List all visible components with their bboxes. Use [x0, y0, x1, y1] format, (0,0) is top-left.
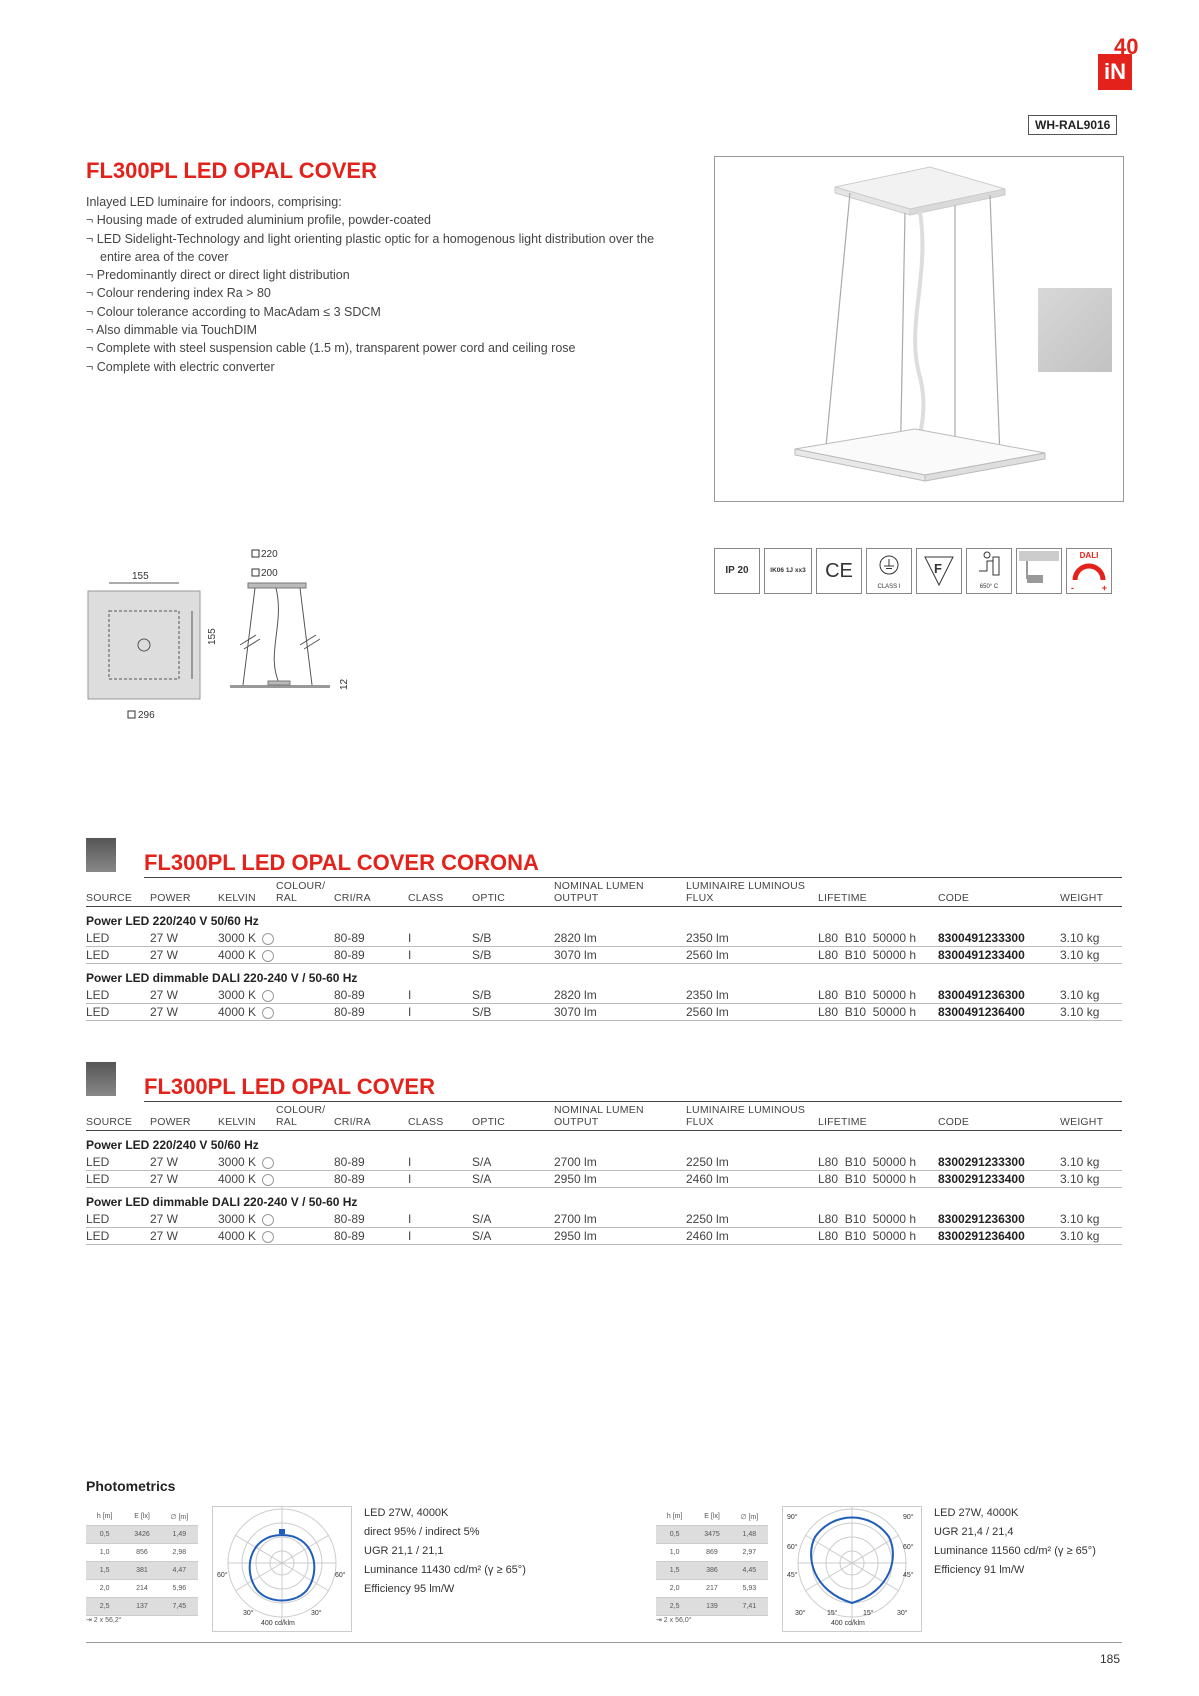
logo-mark: iN [1098, 54, 1132, 90]
cell-weight: 3.10 kg [1060, 1171, 1122, 1188]
ptable-cell: 0,5 [99, 1531, 110, 1538]
ptable-cell: 2,0 [99, 1585, 110, 1592]
cell-source: LED [86, 947, 150, 964]
angle-15-left: 15° [827, 1610, 838, 1617]
col-luminaire: LUMINAIRE LUMINOUS FLUX [686, 880, 818, 907]
col-colour-top: COLOUR/ [276, 880, 326, 892]
cell-cri: 80-89 [334, 930, 408, 947]
cell-power: 27 W [150, 930, 218, 947]
dim-155-side: 155 [207, 628, 218, 645]
ptable-row [86, 1562, 198, 1580]
cell-class: I [408, 930, 472, 947]
info-line: Efficiency 91 lm/W [934, 1564, 1025, 1576]
cell-colour [276, 1171, 334, 1188]
cell-lifetime: L80 B10 50000 h [818, 1004, 938, 1021]
table-header-row [86, 1104, 1122, 1131]
colour-circle-icon [262, 990, 274, 1002]
cell-optic: S/A [472, 1228, 554, 1245]
cell-power: 27 W [150, 1228, 218, 1245]
cell-power: 27 W [150, 1211, 218, 1228]
ptable-cell: 2,0 [669, 1585, 680, 1592]
cell-luminaire: 2560 lm [686, 947, 818, 964]
section-rule [144, 1101, 1122, 1102]
cell-weight: 3.10 kg [1060, 1154, 1122, 1171]
cell-optic: S/A [472, 1171, 554, 1188]
ptable-cell: 2,98 [172, 1549, 187, 1556]
colour-circle-icon [262, 1231, 274, 1243]
angle-45-left: 45° [787, 1572, 798, 1579]
cell-class: I [408, 1004, 472, 1021]
cell-class: I [408, 947, 472, 964]
angle-15-right: 15° [863, 1610, 874, 1617]
photometric-table-right [656, 1508, 768, 1624]
col-kelvin: KELVIN [218, 1104, 276, 1131]
angle-60-left: 60° [217, 1572, 228, 1579]
info-line: UGR 21,4 / 21,4 [934, 1526, 1014, 1538]
cell-luminaire: 2350 lm [686, 987, 818, 1004]
cell-luminaire: 2350 lm [686, 930, 818, 947]
col-power: POWER [150, 880, 218, 907]
mounting-icon [1016, 548, 1062, 594]
dim-296: 296 [138, 710, 155, 721]
photometric-info-right [934, 1504, 1096, 1580]
ptable-cell: 1,5 [99, 1567, 110, 1574]
table-row [86, 1004, 1122, 1021]
colour-circle-icon [262, 1007, 274, 1019]
spec-table-opal [86, 1104, 1122, 1245]
ptable-head: h [m] [666, 1513, 683, 1520]
cell-source: LED [86, 1228, 150, 1245]
cell-colour [276, 1211, 334, 1228]
col-colour-top: COLOUR/ [276, 1104, 326, 1116]
feature-item: ¬ Colour rendering index Ra > 80 [86, 284, 686, 302]
cell-code: 8300291236400 [938, 1228, 1060, 1245]
logo-number: 40 [1114, 34, 1139, 59]
polar-scale: 400 cd/klm [261, 1620, 295, 1627]
ip-rating-badge: IP 20 [714, 548, 760, 594]
group-label: Power LED 220/240 V 50/60 Hz [86, 914, 259, 928]
cell-optic: S/B [472, 930, 554, 947]
cell-cri: 80-89 [334, 1211, 408, 1228]
cell-code: 8300491233300 [938, 930, 1060, 947]
info-line: LED 27W, 4000K [364, 1507, 449, 1519]
section-title-corona: FL300PL LED OPAL COVER CORONA [144, 850, 539, 875]
cell-source: LED [86, 1004, 150, 1021]
feature-list [86, 211, 686, 376]
cell-cri: 80-89 [334, 1004, 408, 1021]
group-label: Power LED 220/240 V 50/60 Hz [86, 1138, 259, 1152]
cell-luminaire: 2560 lm [686, 1004, 818, 1021]
class-i-icon [866, 548, 912, 594]
cell-colour [276, 1228, 334, 1245]
colour-swatch [1038, 288, 1112, 372]
col-cri: CRI/RA [334, 880, 408, 907]
cell-luminaire: 2460 lm [686, 1171, 818, 1188]
ptable-cell: 386 [706, 1567, 718, 1574]
ptable-head: ∅ [m] [170, 1513, 189, 1521]
ptable-cell: 1,48 [742, 1531, 757, 1538]
ptable-cell: 856 [136, 1549, 148, 1556]
info-line: LED 27W, 4000K [934, 1507, 1019, 1519]
cell-colour [276, 947, 334, 964]
cell-class: I [408, 987, 472, 1004]
polar-diagram-left [212, 1506, 352, 1632]
info-line: Efficiency 95 lm/W [364, 1583, 455, 1595]
cell-lifetime: L80 B10 50000 h [818, 1154, 938, 1171]
table-header-row [86, 880, 1122, 907]
kelvin-value: 3000 K [218, 1212, 257, 1226]
ptable-head: h [m] [96, 1513, 113, 1520]
cell-kelvin [218, 1211, 276, 1228]
col-power: POWER [150, 1104, 218, 1131]
kelvin-value: 4000 K [218, 948, 257, 962]
ptable-row [656, 1562, 768, 1580]
ptable-cell: 7,41 [742, 1603, 757, 1610]
glow-wire-symbol-icon [967, 549, 1011, 581]
section-rule [144, 877, 1122, 878]
ptable-cell: 4,45 [742, 1567, 757, 1574]
col-source: SOURCE [86, 880, 150, 907]
dali-plus: + [1101, 583, 1107, 593]
product-title: FL300PL LED OPAL COVER [86, 158, 377, 183]
ptable-cell: 2,5 [99, 1603, 110, 1610]
product-description [86, 193, 686, 376]
cell-optic: S/B [472, 987, 554, 1004]
intro-text: Inlayed LED luminaire for indoors, comprising: [86, 195, 342, 209]
feature-item: ¬ LED Sidelight-Technology and light orienting plastic optic for a homogenous light distribution over the entire area of the cover [86, 230, 686, 267]
photometric-info-left [364, 1504, 526, 1599]
cell-source: LED [86, 1154, 150, 1171]
cell-lifetime: L80 B10 50000 h [818, 1171, 938, 1188]
ptable-cell: 3475 [704, 1531, 720, 1538]
col-colour [276, 880, 334, 907]
cell-cri: 80-89 [334, 1228, 408, 1245]
dali-minus: - [1071, 583, 1074, 593]
cell-class: I [408, 1154, 472, 1171]
col-code: CODE [938, 880, 1060, 907]
info-line: Luminance 11430 cd/m² (γ ≥ 65°) [364, 1564, 526, 1576]
cell-code: 8300491236400 [938, 1004, 1060, 1021]
angle-60-right: 60° [903, 1544, 914, 1551]
polar-scale: 400 cd/klm [831, 1620, 865, 1627]
ptable-cell: 1,49 [172, 1531, 187, 1538]
angle-30-left: 30° [795, 1610, 806, 1617]
cell-optic: S/B [472, 1004, 554, 1021]
cell-lifetime: L80 B10 50000 h [818, 1228, 938, 1245]
table-row [86, 930, 1122, 947]
ptable-cell: 2,5 [669, 1603, 680, 1610]
col-cri: CRI/RA [334, 1104, 408, 1131]
ptable-cell: 1,0 [669, 1549, 680, 1556]
feature-item: ¬ Housing made of extruded aluminium profile, powder-coated [86, 211, 686, 229]
ptable-cell: 381 [136, 1567, 148, 1574]
col-weight: WEIGHT [1060, 1104, 1122, 1131]
cell-code: 8300291233400 [938, 1171, 1060, 1188]
cell-power: 27 W [150, 1154, 218, 1171]
f-label: F [934, 561, 942, 576]
angle-90-right: 90° [903, 1514, 914, 1521]
info-line: UGR 21,1 / 21,1 [364, 1545, 444, 1557]
kelvin-value: 4000 K [218, 1005, 257, 1019]
angle-90-left: 90° [787, 1514, 798, 1521]
ik-rating-badge: IK06 1J xx3 [764, 548, 812, 594]
cell-cri: 80-89 [334, 1154, 408, 1171]
colour-circle-icon [262, 933, 274, 945]
table-row [86, 1154, 1122, 1171]
ral-code-badge: WH-RAL9016 [1028, 115, 1117, 135]
group-label: Power LED dimmable DALI 220-240 V / 50-60 Hz [86, 971, 358, 985]
col-nominal: NOMINAL LUMEN OUTPUT [554, 1104, 686, 1131]
ptable-cell: 4,47 [172, 1567, 187, 1574]
cell-code: 8300291236300 [938, 1211, 1060, 1228]
table-row [86, 947, 1122, 964]
cell-code: 8300491233400 [938, 947, 1060, 964]
colour-circle-icon [262, 950, 274, 962]
cell-source: LED [86, 1171, 150, 1188]
ptable-cell: 7,45 [172, 1603, 187, 1610]
ptable-row [86, 1526, 198, 1544]
cell-power: 27 W [150, 1171, 218, 1188]
brand-logo [1098, 34, 1139, 94]
cell-optic: S/A [472, 1211, 554, 1228]
section-title-opal: FL300PL LED OPAL COVER [144, 1074, 435, 1099]
info-line: Luminance 11560 cd/m² (γ ≥ 65°) [934, 1545, 1096, 1557]
table-row [86, 1171, 1122, 1188]
dali-label: DALI [1079, 551, 1099, 560]
ce-mark-icon: CE [816, 548, 862, 594]
ptable-row [86, 1580, 198, 1598]
colour-circle-icon [262, 1174, 274, 1186]
feature-item: ¬ Predominantly direct or direct light distribution [86, 266, 686, 284]
cell-nominal: 2950 lm [554, 1228, 686, 1245]
cell-lifetime: L80 B10 50000 h [818, 930, 938, 947]
col-optic: OPTIC [472, 1104, 554, 1131]
col-weight: WEIGHT [1060, 880, 1122, 907]
dim-155-top: 155 [132, 571, 149, 582]
cell-lifetime: L80 B10 50000 h [818, 987, 938, 1004]
cell-lifetime: L80 B10 50000 h [818, 1211, 938, 1228]
ptable-cell: 869 [706, 1549, 718, 1556]
cell-kelvin [218, 1004, 276, 1021]
cell-luminaire: 2250 lm [686, 1154, 818, 1171]
cell-kelvin [218, 1154, 276, 1171]
group-row [86, 964, 1122, 988]
col-colour-bottom: RAL [276, 1116, 298, 1128]
angle-60-right: 60° [335, 1572, 346, 1579]
ptable-header [656, 1508, 768, 1526]
ptable-cell: 0,5 [669, 1531, 680, 1538]
cell-power: 27 W [150, 1004, 218, 1021]
cell-kelvin [218, 1228, 276, 1245]
col-colour [276, 1104, 334, 1131]
col-class: CLASS [408, 1104, 472, 1131]
cell-power: 27 W [150, 947, 218, 964]
colour-circle-icon [262, 1214, 274, 1226]
ptable-cell: 2,97 [742, 1549, 757, 1556]
table-row [86, 1228, 1122, 1245]
cell-code: 8300291233300 [938, 1154, 1060, 1171]
ptable-row [656, 1598, 768, 1616]
feature-item: ¬ Complete with steel suspension cable (1.5 m), transparent power cord and ceiling rose [86, 339, 686, 357]
colour-circle-icon [262, 1157, 274, 1169]
cell-weight: 3.10 kg [1060, 987, 1122, 1004]
glow-wire-icon [966, 548, 1012, 594]
cell-weight: 3.10 kg [1060, 947, 1122, 964]
feature-item: ¬ Complete with electric converter [86, 358, 686, 376]
angle-60-left: 60° [787, 1544, 798, 1551]
cell-weight: 3.10 kg [1060, 930, 1122, 947]
cell-class: I [408, 1211, 472, 1228]
angle-30-right: 30° [897, 1610, 908, 1617]
cell-nominal: 2820 lm [554, 987, 686, 1004]
ptable-row [656, 1580, 768, 1598]
cell-nominal: 2700 lm [554, 1211, 686, 1228]
table-row [86, 1211, 1122, 1228]
polar-diagram-right [782, 1506, 922, 1632]
cell-optic: S/A [472, 1154, 554, 1171]
cell-nominal: 2950 lm [554, 1171, 686, 1188]
dim-220: 220 [261, 549, 278, 560]
cell-nominal: 2820 lm [554, 930, 686, 947]
page-number: 185 [1100, 1652, 1121, 1666]
ptable-row [86, 1544, 198, 1562]
cell-nominal: 3070 lm [554, 1004, 686, 1021]
section-icon [86, 838, 116, 872]
photometrics-title: Photometrics [86, 1478, 176, 1494]
group-label: Power LED dimmable DALI 220-240 V / 50-60 Hz [86, 1195, 358, 1209]
cell-power: 27 W [150, 987, 218, 1004]
col-lifetime: LIFETIME [818, 880, 938, 907]
col-nominal: NOMINAL LUMEN OUTPUT [554, 880, 686, 907]
col-luminaire: LUMINAIRE LUMINOUS FLUX [686, 1104, 818, 1131]
cell-weight: 3.10 kg [1060, 1211, 1122, 1228]
cell-source: LED [86, 930, 150, 947]
cell-cri: 80-89 [334, 987, 408, 1004]
cell-lifetime: L80 B10 50000 h [818, 947, 938, 964]
ptable-header [86, 1508, 198, 1526]
col-kelvin: KELVIN [218, 880, 276, 907]
dim-200: 200 [261, 568, 278, 579]
ptable-row [656, 1544, 768, 1562]
ptable-row [656, 1526, 768, 1544]
dim-12: 12 [339, 678, 350, 690]
cell-colour [276, 930, 334, 947]
temp-label: 650° C [979, 584, 999, 590]
col-code: CODE [938, 1104, 1060, 1131]
ptable-angle: ⇥ 2 x 56,0° [656, 1617, 692, 1624]
info-line: direct 95% / indirect 5% [364, 1526, 480, 1538]
ptable-angle: ⇥ 2 x 56,2° [86, 1617, 122, 1624]
cell-cri: 80-89 [334, 1171, 408, 1188]
ptable-cell: 137 [136, 1603, 148, 1610]
group-row [86, 1131, 1122, 1155]
ptable-cell: 5,96 [172, 1585, 187, 1592]
ptable-cell: 1,0 [99, 1549, 110, 1556]
cell-source: LED [86, 987, 150, 1004]
cell-colour [276, 1154, 334, 1171]
f-mark-icon [916, 548, 962, 594]
angle-30-right: 30° [311, 1610, 322, 1617]
cell-class: I [408, 1171, 472, 1188]
cell-luminaire: 2250 lm [686, 1211, 818, 1228]
cell-nominal: 2700 lm [554, 1154, 686, 1171]
spec-table-corona [86, 880, 1122, 1021]
ground-symbol-icon [867, 549, 911, 581]
cell-class: I [408, 1228, 472, 1245]
col-optic: OPTIC [472, 880, 554, 907]
kelvin-value: 4000 K [218, 1172, 257, 1186]
cell-nominal: 3070 lm [554, 947, 686, 964]
class-label: CLASS I [877, 584, 901, 590]
cell-kelvin [218, 947, 276, 964]
angle-45-right: 45° [903, 1572, 914, 1579]
cell-colour [276, 1004, 334, 1021]
col-lifetime: LIFETIME [818, 1104, 938, 1131]
cell-cri: 80-89 [334, 947, 408, 964]
ptable-cell: 214 [136, 1585, 148, 1592]
kelvin-value: 3000 K [218, 1155, 257, 1169]
ptable-head: E [lx] [134, 1513, 150, 1520]
kelvin-value: 4000 K [218, 1229, 257, 1243]
cell-weight: 3.10 kg [1060, 1228, 1122, 1245]
angle-30-left: 30° [243, 1610, 254, 1617]
feature-item: ¬ Also dimmable via TouchDIM [86, 321, 686, 339]
ptable-head: ∅ [m] [740, 1513, 759, 1521]
cell-kelvin [218, 1171, 276, 1188]
ptable-cell: 1,5 [669, 1567, 680, 1574]
group-row [86, 1188, 1122, 1212]
col-source: SOURCE [86, 1104, 150, 1131]
cell-kelvin [218, 930, 276, 947]
cell-source: LED [86, 1211, 150, 1228]
cell-weight: 3.10 kg [1060, 1004, 1122, 1021]
section-icon [86, 1062, 116, 1096]
col-colour-bottom: RAL [276, 892, 298, 904]
footer-rule [86, 1642, 1122, 1643]
ptable-cell: 3426 [134, 1531, 150, 1538]
cell-luminaire: 2460 lm [686, 1228, 818, 1245]
cell-kelvin [218, 987, 276, 1004]
kelvin-value: 3000 K [218, 931, 257, 945]
feature-item: ¬ Colour tolerance according to MacAdam ≤ 3 SDCM [86, 303, 686, 321]
cell-code: 8300491236300 [938, 987, 1060, 1004]
photometric-table-left [86, 1508, 198, 1624]
ptable-row [86, 1598, 198, 1616]
table-row [86, 987, 1122, 1004]
group-row [86, 907, 1122, 931]
col-class: CLASS [408, 880, 472, 907]
dali-icon [1066, 548, 1112, 594]
dimension-drawing [80, 545, 380, 725]
cell-optic: S/B [472, 947, 554, 964]
ptable-cell: 139 [706, 1603, 718, 1610]
cell-colour [276, 987, 334, 1004]
ptable-cell: 217 [706, 1585, 718, 1592]
ptable-cell: 5,93 [742, 1585, 757, 1592]
kelvin-value: 3000 K [218, 988, 257, 1002]
ptable-head: E [lx] [704, 1513, 720, 1520]
